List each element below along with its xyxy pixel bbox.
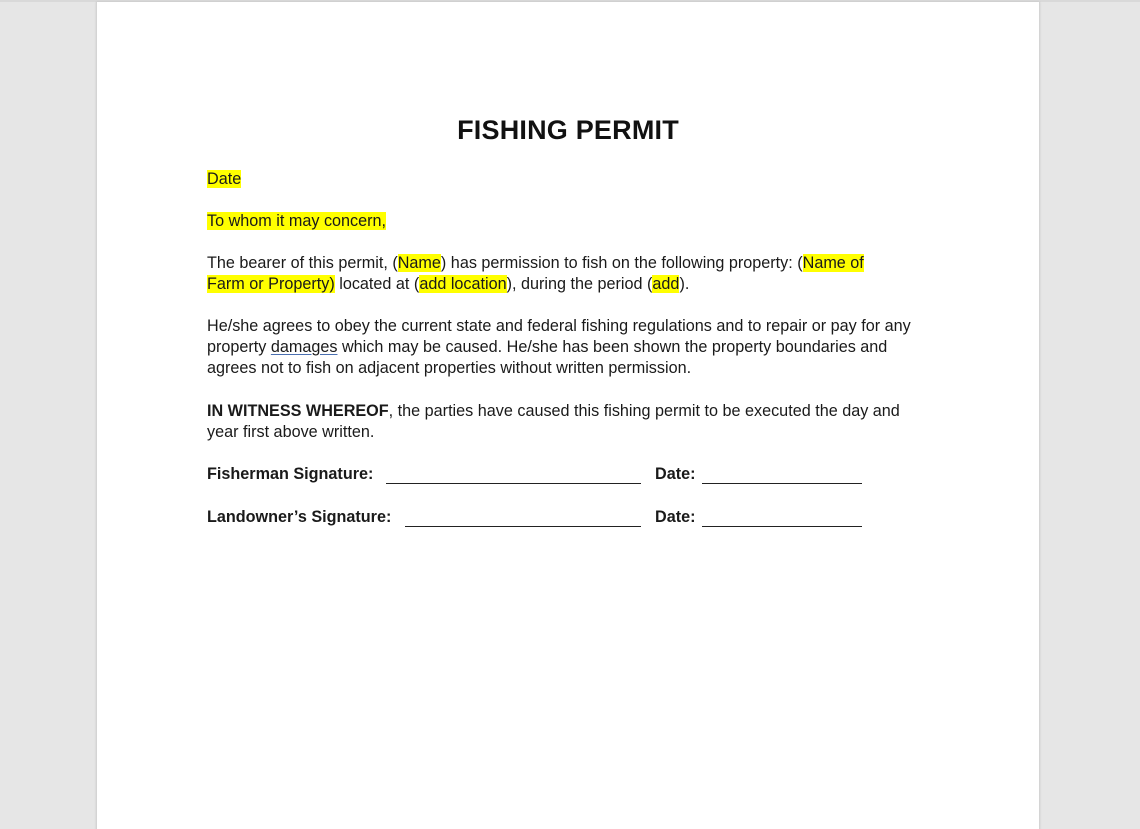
period-placeholder: add xyxy=(652,275,680,293)
fisherman-signature-row xyxy=(207,464,927,488)
salutation-line xyxy=(207,211,927,232)
landowner-date-line[interactable] xyxy=(702,526,862,527)
text-segment: He/she agrees to obey the current state and federal fishing regulations and to repair or pay for any property xyxy=(207,317,911,356)
text-segment: ) has permission to fish on the following property: ( xyxy=(440,254,803,272)
landowner-signature-row xyxy=(207,507,927,531)
text-segment: which may be caused. He/she has been shown the property boundaries and agrees not to fish on adjacent properties without written permission. xyxy=(207,338,888,377)
fisherman-signature-label: Fisherman Signature: xyxy=(207,465,374,483)
obligations-paragraph xyxy=(207,316,923,379)
landowner-signature-label: Landowner’s Signature: xyxy=(207,508,392,526)
text-segment: The bearer of this permit, ( xyxy=(207,254,398,272)
text-segment: ), during the period ( xyxy=(506,275,653,293)
text-segment: ). xyxy=(679,275,690,293)
date-line xyxy=(207,169,927,190)
damages-word: damages xyxy=(270,338,338,356)
text-segment: located at ( xyxy=(334,275,420,293)
document-title: FISHING PERMIT xyxy=(457,115,679,145)
landowner-date-label: Date: xyxy=(655,508,696,526)
witness-heading: IN WITNESS WHEREOF xyxy=(207,402,389,420)
permission-paragraph xyxy=(207,253,927,295)
document-page[interactable] xyxy=(96,2,1040,829)
location-placeholder: add location xyxy=(419,275,507,293)
fisherman-date-label: Date: xyxy=(655,465,696,483)
fisherman-date-line[interactable] xyxy=(702,483,862,484)
witness-paragraph xyxy=(207,401,912,443)
name-placeholder: Name xyxy=(397,254,441,272)
date-placeholder: Date xyxy=(207,170,242,188)
landowner-signature-line[interactable] xyxy=(405,526,641,527)
text-segment: , the parties have caused this fishing permit to be executed the day and year first above written. xyxy=(207,402,900,441)
fisherman-signature-line[interactable] xyxy=(386,483,641,484)
property-placeholder-part1: Name of xyxy=(802,254,864,272)
property-placeholder-part2: Farm or Property) xyxy=(207,275,335,293)
salutation: To whom it may concern, xyxy=(207,212,387,230)
